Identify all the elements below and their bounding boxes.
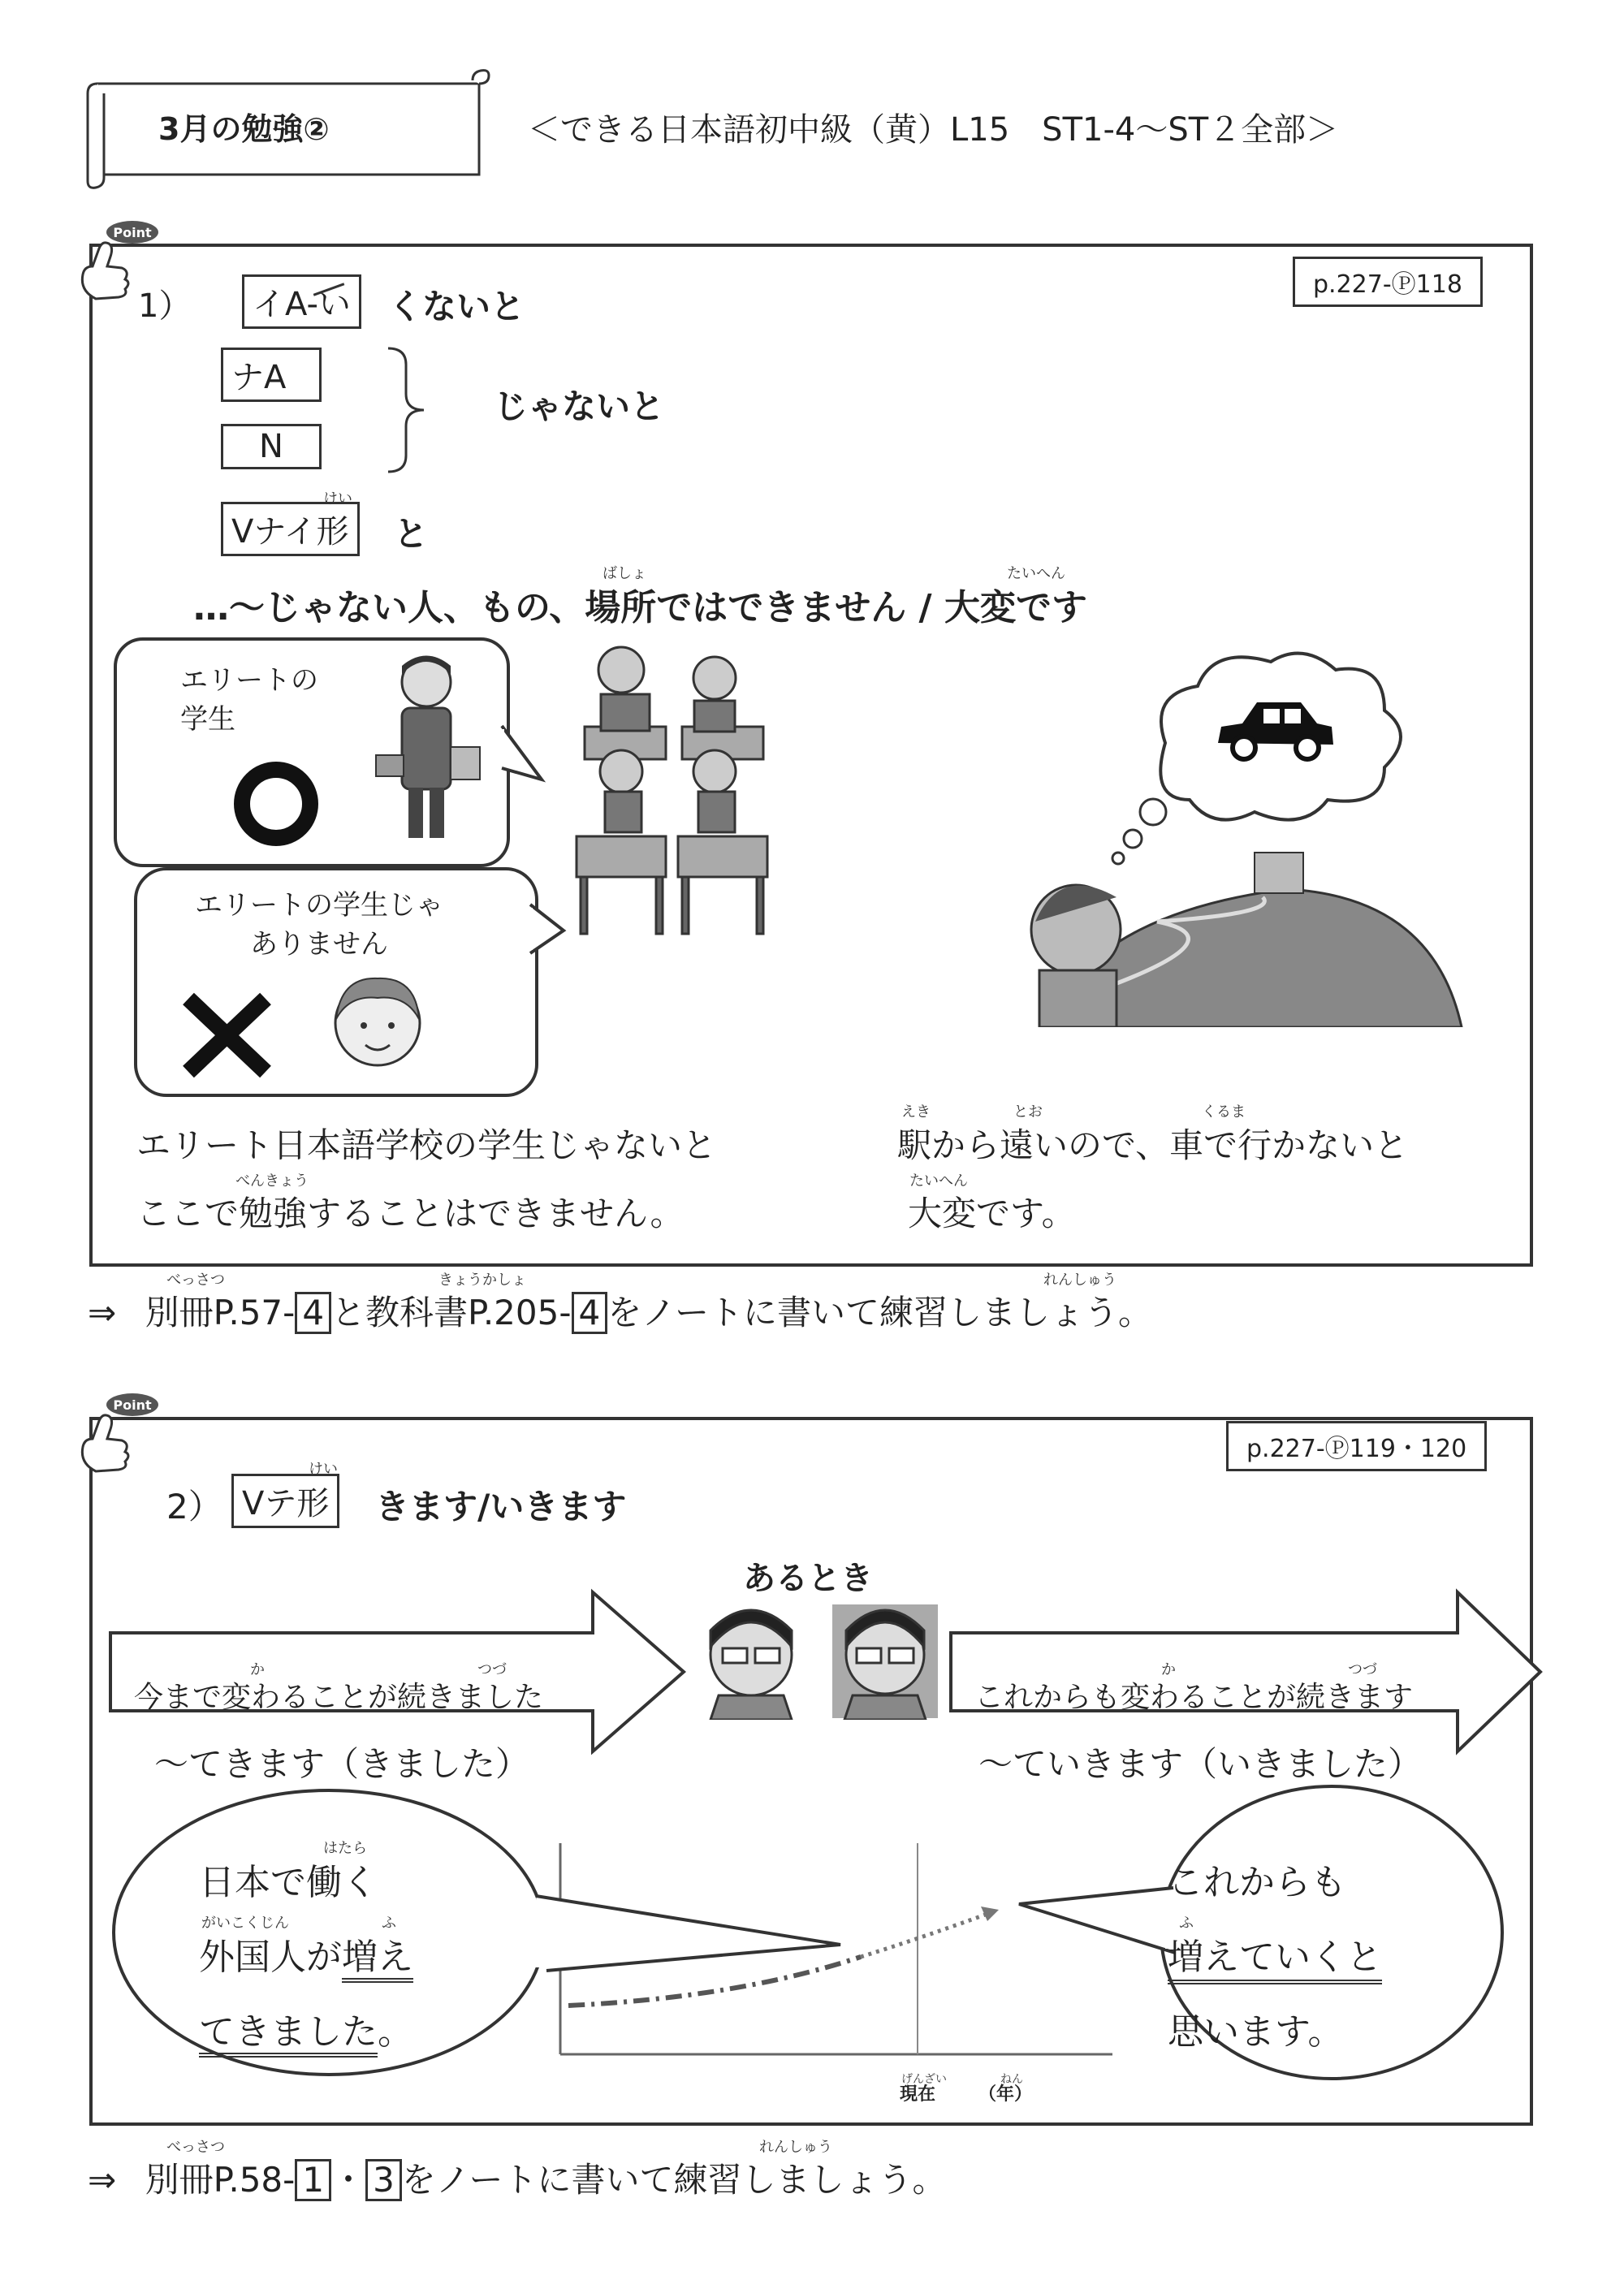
right-bubble-line-2: 増えていくと [1168,1928,1382,1984]
svg-text:Point: Point [113,1397,152,1413]
exercise-number-box: 4 [572,1292,608,1334]
right-form-label: ～ていきます（いきました） [978,1744,1423,1784]
arutoki-label: あるとき [743,1560,873,1597]
bubble-not-elite-text: エリートの学生じゃ ありません [195,889,443,961]
right-arrow-text: これからも変わることが続きます [974,1681,1414,1714]
arrow-right-icon: ⇒ [88,2160,117,2200]
right-bubble-line-3: 思います。 [1168,2011,1344,2053]
graph-year-label: （年） [978,2084,1033,2105]
graph-now-label: 現在 [900,2084,936,2105]
v-nai-suffix: と [394,514,429,554]
furigana: べんきょう [235,1172,309,1190]
furigana: けい [323,490,352,507]
svg-text:Point: Point [113,225,152,240]
na-form-label: ナA [231,359,287,396]
homework-1-mid: と教科書P.205- [331,1293,572,1332]
student-illustration [369,650,483,844]
homework-2 [88,2153,947,2202]
left-form-label: ～てきます（きました） [154,1744,530,1784]
example-1-line-1: エリート日本語学校の学生じゃないと [136,1125,717,1165]
n-form-label: N [259,428,283,465]
arrow-right-icon: ⇒ [88,1293,117,1332]
left-bubble-line-2a: 外国人が [199,1937,342,1978]
v-nai-form-label: Vナイ形 [231,513,349,551]
grammar-rule: …～じゃない人、もの、場所ではできません / 大変です [193,587,1087,628]
left-bubble-line-3 [199,2002,413,2054]
car-icon [1210,694,1340,771]
example-2-line-1: 駅から遠いので、車で行かないと [897,1125,1409,1165]
furigana: ねん [1000,2073,1023,2086]
arrow-right-icon [106,1587,690,1758]
furigana: ふ [1179,1915,1194,1932]
classroom-illustration [568,637,780,946]
homework-1-pre: 別冊P.57- [145,1293,296,1332]
homework-1-post: をノートに書いて練習しましょう。 [607,1293,1152,1332]
left-bubble-line-1: 日本で働く [199,1862,378,1903]
furigana: ふ [382,1915,396,1932]
n-form-box [221,424,322,469]
furigana: とお [1013,1103,1043,1121]
furigana: たいへん [909,1172,968,1190]
furigana: はたら [323,1840,367,1857]
example-1-line-2: ここで勉強することはできません。 [136,1194,685,1233]
furigana: がいこくじん [201,1915,289,1932]
furigana: べっさつ [166,1272,225,1289]
section-1-citation: p.227-Ⓟ118 [1293,257,1483,307]
section-2-number: 2） [166,1487,222,1527]
ia-suffix: くないと [388,287,525,326]
furigana: げんざい [901,2073,947,2086]
furigana: えき [901,1103,931,1121]
left-arrow-text: 今まで変わることが続きました [134,1681,544,1714]
homework-1 [88,1286,1152,1335]
crying-person-illustration [694,1598,946,1720]
left-bubble-line-2 [199,1928,413,1980]
bubble-tail [499,723,548,796]
v-nai-form-box [221,502,360,556]
point-finger-icon [71,1390,161,1483]
furigana: れんしゅう [759,2139,832,2156]
furigana: たいへん [1007,565,1065,582]
left-bubble-line-3a: てきました [199,2011,378,2058]
furigana: つづ [477,1661,507,1678]
section-2-citation: p.227-Ⓟ119・120 [1226,1421,1487,1471]
section-1-number: 1） [138,287,192,325]
section-2-title: きます/いきます [375,1487,627,1527]
left-bubble-line-3b: 。 [378,2011,413,2053]
furigana: けい [309,1461,338,1478]
homework-2-post: をノートに書いて練習しましょう。 [401,2160,947,2200]
furigana: れんしゅう [1043,1272,1116,1289]
furigana: か [1161,1661,1176,1678]
homework-2-sep: ・ [331,2160,366,2200]
exercise-number-box: 1 [295,2159,331,2201]
furigana: か [250,1661,265,1678]
bubble-tail [528,901,568,966]
furigana: つづ [1348,1661,1377,1678]
furigana: くるま [1202,1103,1246,1121]
curly-brace [382,345,430,475]
course-reference: ＜できる日本語初中級（黄）L15 ST1-4～ST２全部＞ [528,111,1339,149]
page-title: 3月の勉強② [158,111,330,147]
cross-mark-icon [180,991,274,1080]
furigana: ばしょ [603,565,646,582]
janaito-label: じゃないと [494,386,665,426]
circle-mark-icon [231,759,321,849]
exercise-number-box: 3 [365,2159,402,2201]
v-te-form-box [231,1474,339,1528]
example-2-line-2: 大変です。 [908,1194,1076,1233]
na-form-box [221,348,322,402]
right-bubble-line-1: これからも [1168,1862,1346,1903]
exercise-number-box: 4 [295,1292,331,1334]
left-bubble-line-2b: 増え [342,1937,413,1983]
v-te-form-label: Vテ形 [242,1485,330,1522]
homework-2-pre: 別冊P.58- [145,2160,296,2200]
arrow-right-icon [946,1587,1547,1758]
bubble-elite-text: エリートの 学生 [180,664,318,736]
furigana: べっさつ [166,2139,225,2156]
ia-form-label: イA-い [253,286,351,323]
furigana: きょうかしょ [438,1272,526,1289]
boy-face-illustration [325,970,430,1084]
